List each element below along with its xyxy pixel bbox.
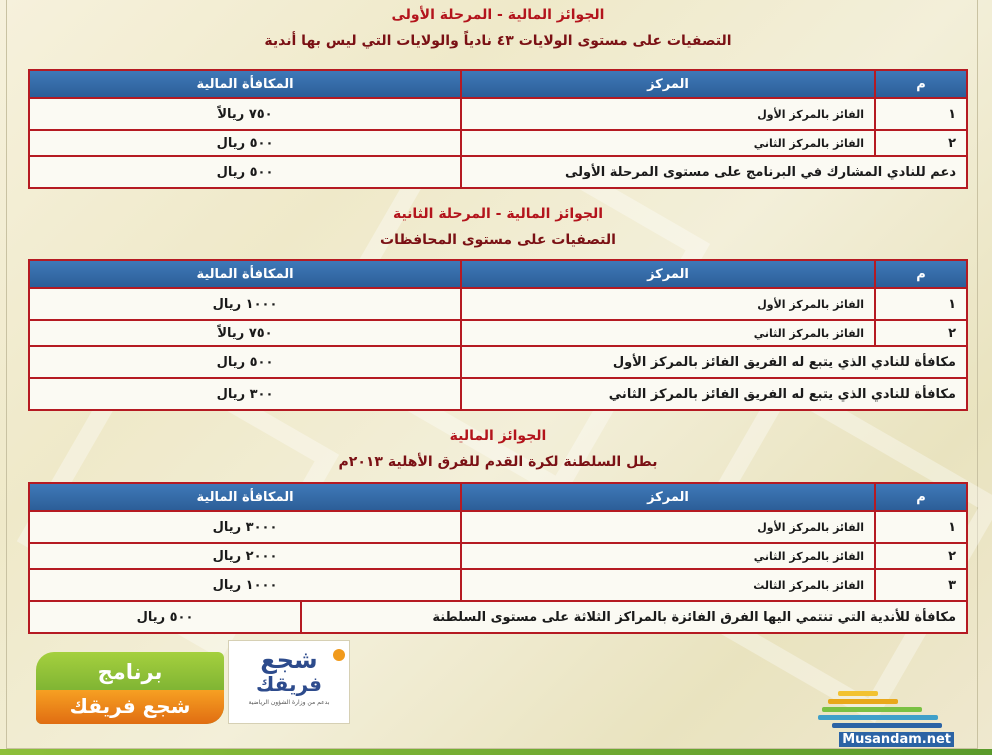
table-row [29,569,967,601]
row-position: الفائز بالمركز الأول [461,511,875,543]
row-prize: ٣٠٠٠ ريال [29,511,461,543]
logo-card-tagline: بدعم من وزارة الشؤون الرياضية [248,699,330,706]
header-position: المركز [461,260,875,288]
row-position: الفائز بالمركز الثاني [461,130,875,156]
row-position: الفائز بالمركز الأول [461,98,875,130]
header-prize: المكافأة المالية [29,70,461,98]
program-logo-card [228,640,350,724]
section2-title: الجوائز المالية - المرحلة الثانية [392,206,604,222]
table-row [29,320,967,346]
row-num: ١ [875,288,967,320]
section3-subtitle: بطل السلطنة لكرة القدم للفرق الأهلية ٢٠١٣م [338,454,658,470]
row-description: مكافأة للأندية التي تنتمي اليها الفرق الفائزة بالمراكز الثلاثة على مستوى السلطنة [301,601,967,633]
logo-stripe [832,723,942,728]
table-row [29,156,967,188]
row-prize: ٥٠٠ ريال [29,130,461,156]
logo-card-line1: شجع [260,646,318,674]
row-prize: ٥٠٠ ريال [29,346,461,378]
row-prize: ١٠٠٠ ريال [29,569,461,601]
table-row [29,601,967,633]
header-num: م [875,483,967,511]
row-prize: ١٠٠٠ ريال [29,288,461,320]
logo-stripe [822,707,922,712]
watermark-text: Musandam.net [839,732,954,747]
runner-icon [333,649,345,661]
program-banner [36,652,224,724]
row-position: الفائز بالمركز الثاني [461,543,875,569]
row-num: ١ [875,98,967,130]
logo-card-line2: فريقك [255,672,323,696]
header-position: المركز [461,70,875,98]
section2-subtitle: التصفيات على مستوى المحافظات [380,232,616,248]
table-row [29,543,967,569]
row-num: ٢ [875,543,967,569]
row-description: دعم للنادي المشارك في البرنامج على مستوى المرحلة الأولى [461,156,967,188]
table-row [29,378,967,410]
table-row [29,98,967,130]
program-banner-line2: شجع فريقك [36,690,224,724]
row-prize: ٢٠٠٠ ريال [29,543,461,569]
header-num: م [875,260,967,288]
musandam-watermark-logo [818,685,958,747]
table-header-row [29,483,967,511]
row-prize: ٥٠٠ ريال [29,601,301,633]
row-prize: ٥٠٠ ريال [29,156,461,188]
row-num: ١ [875,511,967,543]
header-prize: المكافأة المالية [29,483,461,511]
row-prize: ٣٠٠ ريال [29,378,461,410]
table-row [29,130,967,156]
bottom-strip [0,749,992,755]
section1-table [28,69,968,189]
program-banner-line1: برنامج [97,660,163,684]
row-description: مكافأة للنادي الذي يتبع له الفريق الفائز بالمركز الثاني [461,378,967,410]
section3-table [28,482,968,634]
header-prize: المكافأة المالية [29,260,461,288]
row-description: مكافأة للنادي الذي يتبع له الفريق الفائز بالمركز الأول [461,346,967,378]
row-position: الفائز بالمركز الأول [461,288,875,320]
row-position: الفائز بالمركز الثالث [461,569,875,601]
section1-title: الجوائز المالية - المرحلة الأولى [391,7,605,23]
table-header-row [29,260,967,288]
logo-stripe [818,715,938,720]
row-num: ٢ [875,130,967,156]
row-num: ٢ [875,320,967,346]
section2-table [28,259,968,411]
table-header-row [29,70,967,98]
table-row [29,346,967,378]
table-row [29,288,967,320]
logo-stripe [838,691,878,696]
section1-subtitle: التصفيات على مستوى الولايات ٤٣ نادياً والولايات التي ليس بها أندية [264,33,732,49]
header-position: المركز [461,483,875,511]
row-prize: ٧٥٠ ريالاً [29,320,461,346]
header-num: م [875,70,967,98]
table-row [29,511,967,543]
row-position: الفائز بالمركز الثاني [461,320,875,346]
row-prize: ٧٥٠ ريالاً [29,98,461,130]
row-num: ٣ [875,569,967,601]
section3-title: الجوائز المالية [449,428,547,444]
logo-stripe [828,699,898,704]
